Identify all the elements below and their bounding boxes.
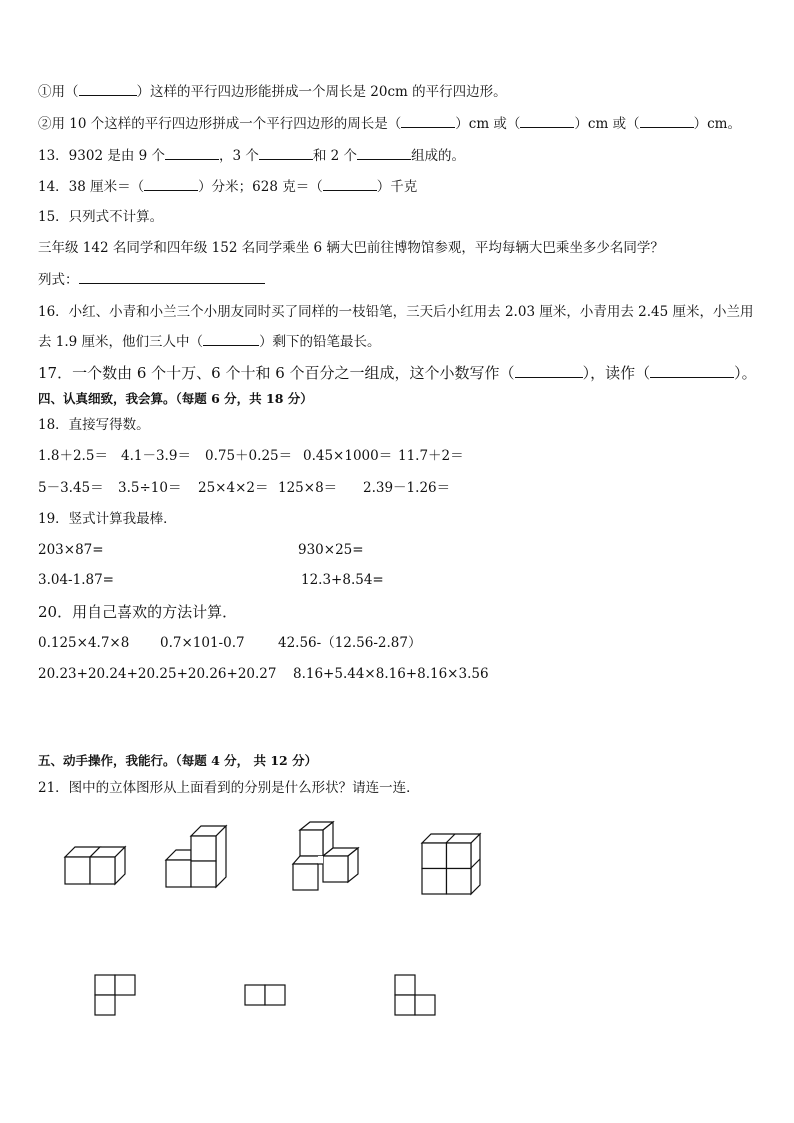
q13: 13．9302 是由 9 个 ，3 个 和 2 个 组成的。	[38, 148, 466, 164]
solid-figure-2[interactable]	[160, 822, 230, 892]
q12-sub1: ①用（ ）这样的平行四边形能拼成一个周长是 20cm 的平行四边形。	[38, 84, 507, 100]
calc-item: 2.39－1.26＝	[363, 480, 451, 496]
calc-item: 11.7＋2＝	[398, 448, 464, 464]
answer-blank[interactable]	[79, 82, 137, 96]
q16-line1: 16．小红、小青和小兰三个小朋友同时买了同样的一枝铅笔，三天后小红用去 2.03 厘米，小青用去 2.45 厘米，小兰用	[38, 304, 754, 320]
answer-blank[interactable]	[401, 114, 455, 128]
answer-blank[interactable]	[259, 146, 313, 160]
q19-title: 19．竖式计算我最棒．	[38, 511, 177, 527]
answer-blank[interactable]	[515, 364, 583, 378]
calc-item: 0.45×1000＝	[303, 448, 393, 464]
vertical-calc-item: 3.04-1.87=	[38, 572, 114, 588]
answer-blank[interactable]	[144, 177, 198, 191]
q16-line2: 去 1.9 厘米，他们三人中（ ）剩下的铅笔最长。	[38, 334, 381, 350]
calc-item: 20.23+20.24+20.25+20.26+20.27	[38, 666, 277, 682]
calc-item: 42.56-（12.56-2.87）	[278, 635, 422, 651]
calc-item: 25×4×2＝	[198, 480, 269, 496]
q15-problem: 三年级 142 名同学和四年级 152 名同学乘坐 6 辆大巴前往博物馆参观，平均每辆大巴乘坐多少名同学？	[38, 240, 664, 256]
calc-item: 0.7×101-0.7	[160, 635, 245, 651]
top-view-1[interactable]	[92, 972, 138, 1016]
q18-title: 18．直接写得数。	[38, 417, 150, 433]
answer-line[interactable]	[79, 270, 265, 284]
answer-blank[interactable]	[640, 114, 694, 128]
answer-blank[interactable]	[323, 177, 377, 191]
q15-title: 15．只列式不计算。	[38, 209, 164, 225]
top-view-2[interactable]	[242, 983, 288, 1007]
answer-blank[interactable]	[357, 146, 411, 160]
q14: 14．38 厘米＝（ ）分米；628 克＝（ ）千克	[38, 179, 418, 195]
answer-blank[interactable]	[650, 364, 734, 378]
calc-item: 4.1－3.9＝	[121, 448, 191, 464]
calc-item: 1.8＋2.5＝	[38, 448, 108, 464]
q12-sub2: ②用 10 个这样的平行四边形拼成一个平行四边形的周长是（ ）cm 或（ ）cm 或（ ）cm。	[38, 116, 741, 132]
q20-title: 20．用自己喜欢的方法计算．	[38, 603, 238, 621]
answer-blank[interactable]	[165, 146, 219, 160]
calc-item: 125×8＝	[278, 480, 338, 496]
vertical-calc-item: 930×25=	[298, 542, 364, 558]
solid-figure-3[interactable]	[288, 818, 368, 893]
q15-answer: 列式：	[38, 270, 265, 289]
section-4-heading: 四、认真细致，我会算。（每题 6 分，共 18 分）	[38, 391, 313, 406]
top-view-3[interactable]	[392, 972, 438, 1016]
vertical-calc-item: 12.3+8.54=	[301, 572, 384, 588]
answer-blank[interactable]	[203, 332, 259, 346]
solid-figure-1[interactable]	[60, 840, 130, 890]
answer-blank[interactable]	[520, 114, 574, 128]
section-5-heading: 五、动手操作，我能行。（每题 4 分， 共 12 分）	[38, 753, 318, 768]
calc-item: 3.5÷10＝	[118, 480, 182, 496]
calc-item: 5－3.45＝	[38, 480, 104, 496]
q21-title: 21．图中的立体图形从上面看到的分别是什么形状？请连一连．	[38, 780, 420, 796]
solid-figure-4[interactable]	[418, 830, 488, 900]
calc-item: 8.16+5.44×8.16+8.16×3.56	[293, 666, 489, 682]
calc-item: 0.75＋0.25＝	[205, 448, 293, 464]
vertical-calc-item: 203×87=	[38, 542, 104, 558]
q17: 17．一个数由 6 个十万、6 个十和 6 个百分之一组成，这个小数写作（ ），读作（ ）。	[38, 364, 757, 382]
calc-item: 0.125×4.7×8	[38, 635, 130, 651]
